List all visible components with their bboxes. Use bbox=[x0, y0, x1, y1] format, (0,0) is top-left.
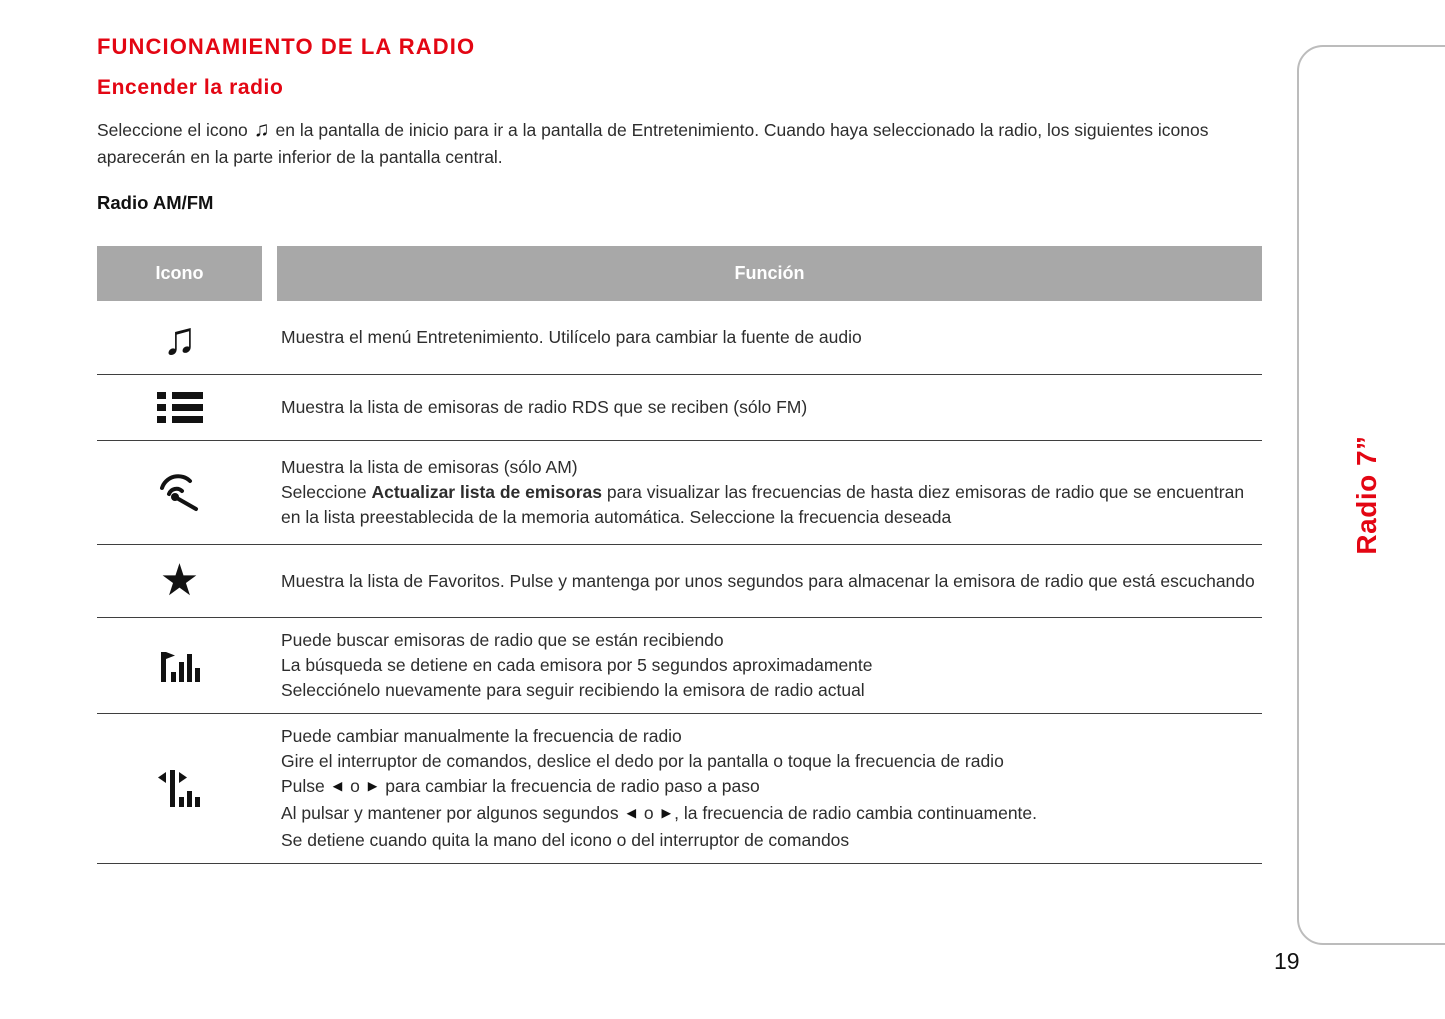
description-line: La búsqueda se detiene en cada emisora por 5 segundos aproximadamente bbox=[281, 655, 873, 675]
intro-text-before: Seleccione el icono bbox=[97, 120, 248, 140]
radio-icons-table bbox=[97, 246, 1262, 864]
antenna-icon bbox=[97, 473, 262, 513]
table-body bbox=[97, 301, 1262, 864]
left-arrow-icon: ◀ bbox=[332, 779, 343, 793]
scan-icon bbox=[97, 646, 262, 686]
left-arrow-icon: ◀ bbox=[626, 806, 637, 820]
intro-paragraph bbox=[97, 116, 1269, 171]
music-note-icon: ♫ bbox=[162, 311, 197, 364]
description-line: Pulse ◀ o ▶ para cambiar la frecuencia de radio paso a paso bbox=[281, 776, 760, 796]
station-list-icon bbox=[97, 390, 262, 426]
table-row-description bbox=[277, 315, 1262, 360]
description-line: Muestra la lista de Favoritos. Pulse y mantenga por unos segundos para almacenar la emisora de radio que está escuchando bbox=[281, 570, 1255, 591]
table-row-description bbox=[277, 618, 1262, 713]
table-row-description bbox=[277, 385, 1262, 430]
table-row-description bbox=[277, 714, 1262, 863]
section-subtitle: Encender la radio bbox=[97, 76, 284, 99]
description-line: Puede buscar emisoras de radio que se están recibiendo bbox=[281, 630, 724, 650]
table-row-description bbox=[277, 445, 1262, 540]
right-arrow-icon: ▶ bbox=[661, 806, 672, 820]
radio-amfm-heading: Radio AM/FM bbox=[97, 192, 214, 213]
music-note-icon: ♫ bbox=[253, 118, 270, 141]
table-row bbox=[97, 375, 1262, 441]
table-header-row bbox=[97, 246, 1262, 301]
header-icono: Icono bbox=[97, 246, 262, 301]
description-line: Al pulsar y mantener por algunos segundos ◀ o ▶ , la frecuencia de radio cambia continuamente. bbox=[281, 803, 1038, 823]
table-row-description bbox=[277, 559, 1262, 604]
table-row bbox=[97, 545, 1262, 618]
table-row bbox=[97, 301, 1262, 375]
description-line: Seleccione Actualizar lista de emisoras para visualizar las frecuencias de hasta diez emisoras de radio que se encuentran en la lista preestablecida de la memoria automática. Seleccione la frecuencia deseada bbox=[281, 482, 1245, 527]
description-line: Se detiene cuando quita la mano del icono o del interruptor de comandos bbox=[281, 830, 850, 850]
page-title: FUNCIONAMIENTO DE LA RADIO bbox=[97, 34, 476, 59]
table-row bbox=[97, 714, 1262, 864]
right-arrow-icon: ▶ bbox=[367, 779, 378, 793]
chapter-side-tab bbox=[1297, 45, 1445, 945]
intro-text-after: en la pantalla de inicio para ir a la pantalla de Entretenimiento. Cuando haya seleccionado la radio, los siguientes iconos aparecerán en la parte inferior de la pantalla central. bbox=[97, 120, 1209, 167]
table-row bbox=[97, 618, 1262, 714]
manual-tune-icon bbox=[97, 769, 262, 809]
star-icon: ★ bbox=[159, 556, 200, 605]
page-number: 19 bbox=[1274, 948, 1300, 974]
description-line: Puede cambiar manualmente la frecuencia de radio bbox=[281, 726, 682, 746]
table-row bbox=[97, 441, 1262, 545]
header-funcion: Función bbox=[277, 246, 1262, 301]
chapter-tab-label: Radio 7” bbox=[1351, 435, 1382, 555]
description-line: Muestra el menú Entretenimiento. Utilícelo para cambiar la fuente de audio bbox=[281, 327, 862, 347]
description-line: Muestra la lista de emisoras (sólo AM) bbox=[281, 457, 578, 477]
description-line: Selecciónelo nuevamente para seguir recibiendo la emisora de radio actual bbox=[281, 680, 865, 700]
description-line: Gire el interruptor de comandos, deslice el dedo por la pantalla o toque la frecuencia de radio bbox=[281, 751, 1004, 771]
description-line: Muestra la lista de emisoras de radio RDS que se reciben (sólo FM) bbox=[281, 397, 808, 417]
